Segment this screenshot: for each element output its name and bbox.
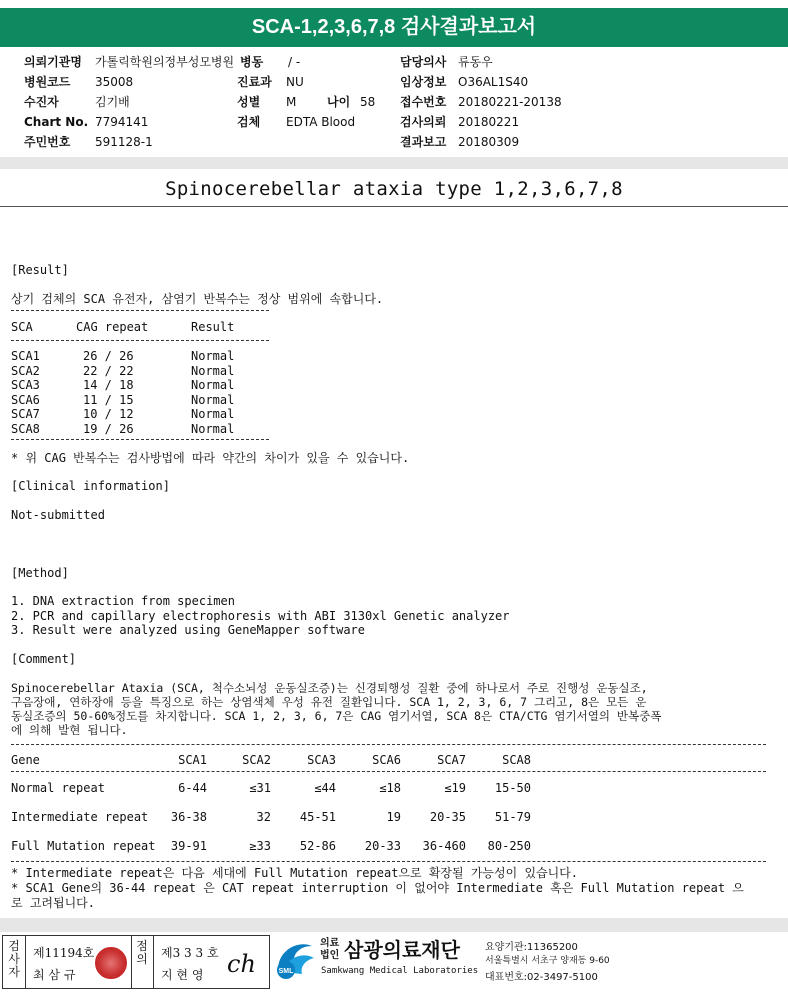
ward-label: 병동 (240, 55, 264, 69)
result-row-cag: 22 / 22 (83, 363, 134, 378)
specimen-label: 검체 (237, 115, 261, 129)
tester-name: 최 삼 규 (33, 968, 76, 982)
dept-value: NU (286, 75, 304, 89)
tester-cell-divider (3, 936, 132, 988)
gene-table-rule-mid (11, 771, 766, 772)
reg-no-label: 접수번호 (400, 95, 447, 109)
confirm-license-no: 제3 3 3 호 (161, 946, 219, 960)
signature-box (2, 935, 270, 989)
comment-heading: [Comment] (11, 652, 77, 666)
doctor-label: 담당의사 (400, 55, 447, 69)
id-no-value: 591128-1 (95, 135, 153, 149)
gene-table-cell: 39-91 (170, 839, 207, 853)
result-row-result: Normal (191, 392, 235, 407)
request-date-label: 검사의뢰 (400, 115, 447, 129)
gene-table-header-cell: SCA1 (178, 753, 207, 767)
report-title: SCA-1,2,3,6,7,8 검사결과보고서 (251, 16, 537, 38)
confirm-label: 점의 (136, 939, 148, 966)
result-row-sca: SCA6 (11, 392, 40, 407)
hospital-code-label: 병원코드 (24, 75, 71, 89)
result-row-result: Normal (191, 421, 235, 436)
result-row-result: Normal (191, 363, 235, 378)
header-divider (0, 44, 788, 47)
result-row-cag: 11 / 15 (83, 392, 134, 407)
doctor-value: 류동우 (458, 55, 493, 69)
chart-no-value: 7794141 (95, 115, 149, 129)
gene-table-cell: 45-51 (299, 810, 336, 824)
gene-table-cell: ≥33 (249, 839, 271, 853)
org-address: 서울특별시 서초구 양재동 9-60 (485, 956, 610, 966)
section-separator (0, 157, 788, 169)
gene-table-row-label: Intermediate repeat (11, 810, 149, 824)
tester-label: 검사자 (8, 939, 20, 979)
reg-no-value: 20180221-20138 (458, 95, 562, 109)
comment-note-1: * Intermediate repeat은 다음 세대에 Full Mutation repeat으로 확장될 가능성이 있습니다. (11, 866, 579, 880)
gene-table-header-cell: SCA8 (502, 753, 531, 767)
gene-table-header-cell: Gene (11, 753, 40, 767)
request-date-value: 20180221 (458, 115, 520, 129)
id-no-label: 주민번호 (24, 135, 71, 149)
result-row-cag: 10 / 12 (83, 407, 134, 421)
gene-table-cell: ≤18 (379, 781, 401, 795)
gene-table-row-label: Full Mutation repeat (11, 839, 156, 853)
method-heading: [Method] (11, 566, 69, 580)
org-english-name: Samkwang Medical Laboratories (321, 966, 479, 976)
comment-line-1: Spinocerebellar Ataxia (SCA, 척수소뇌성 운동실조증)는 신경퇴행성 질환 중에 하나로서 주로 진행성 운동실조, (11, 681, 648, 695)
patient-value: 김기배 (95, 95, 130, 109)
result-heading: [Result] (11, 263, 69, 277)
gene-table-cell: 36-38 (170, 810, 207, 824)
gene-table-cell: ≤19 (444, 781, 466, 795)
gene-table-cell: 36-460 (422, 839, 466, 853)
result-row-sca: SCA3 (11, 378, 40, 392)
sex-label: 성별 (237, 95, 261, 109)
age-value: 58 (360, 95, 376, 109)
hospital-label: 의뢰기관명 (24, 55, 82, 69)
specimen-value: EDTA Blood (286, 115, 356, 129)
result-row-sca: SCA7 (11, 407, 40, 421)
sex-value: M (286, 95, 297, 109)
gene-table-cell: 15-50 (494, 781, 531, 795)
gene-table-cell: 20-33 (364, 839, 401, 853)
result-col-cag: CAG repeat (76, 320, 149, 334)
gene-table-cell: 20-35 (429, 810, 466, 824)
result-row-result: Normal (191, 407, 235, 421)
patient-label: 수진자 (24, 95, 59, 109)
gene-table-row-label: Normal repeat (11, 781, 105, 795)
hospital-value: 가톨릭학원의정부성모병원 (95, 55, 235, 69)
confirm-name: 지 현 영 (161, 968, 204, 982)
org-type-1: 의료 (320, 938, 340, 949)
report-footer (0, 932, 788, 1000)
clinical-label: 임상정보 (400, 75, 447, 89)
gene-table-cell: 52-86 (299, 839, 336, 853)
org-phone: 대표번호:02-3497-5100 (485, 972, 598, 983)
comment-line-2: 구음장애, 연하장애 등을 특징으로 하는 상염색체 우성 유전 질환입니다. SCA 1, 2, 3, 6, 7 그리고, 8은 모든 운 (11, 695, 647, 709)
report-date-label: 결과보고 (400, 135, 447, 149)
result-row-cag: 26 / 26 (83, 349, 134, 363)
ward-value: / - (288, 55, 301, 69)
gene-table-rule-bottom (11, 861, 766, 862)
org-code: 요양기관:11365200 (485, 942, 578, 953)
gene-table-cell: 6-44 (178, 781, 207, 795)
result-col-sca: SCA (11, 320, 33, 334)
confirm-signature: ch (227, 950, 256, 978)
report-title-bar (0, 0, 788, 44)
method-item-1: 1. DNA extraction from specimen (11, 594, 235, 608)
result-row-result: Normal (191, 378, 235, 392)
result-row-sca: SCA1 (11, 349, 40, 363)
result-row-cag: 14 / 18 (83, 378, 134, 392)
org-type-2: 법인 (320, 950, 340, 961)
result-note: * 위 CAG 반복수는 검사방법에 따라 약간의 차이가 있을 수 있습니다. (11, 451, 410, 465)
chart-no-label: Chart No. (24, 115, 89, 129)
result-table-rule-top (11, 310, 269, 311)
gene-table-cell: 32 (256, 810, 271, 824)
result-row-sca: SCA2 (11, 363, 40, 378)
result-row-cag: 19 / 26 (83, 421, 134, 436)
report-date-value: 20180309 (458, 135, 520, 149)
method-item-3: 3. Result were analyzed using GeneMapper software (11, 623, 366, 637)
result-row-result: Normal (191, 349, 235, 363)
gene-table-cell: 19 (386, 810, 401, 824)
comment-note-2: * SCA1 Gene의 36-44 repeat 은 CAT repeat interruption 이 없어야 Intermediate 혹은 Full Mutation repeat 으 (11, 881, 744, 895)
gene-table-cell: ≤44 (314, 781, 336, 795)
gene-table-header-cell: SCA2 (242, 753, 271, 767)
gene-table-cell: 51-79 (494, 810, 531, 824)
samkwang-logo-icon (272, 936, 318, 982)
comment-line-3: 동실조증의 50-60%정도를 차지합니다. SCA 1, 2, 3, 6, 7은 CAG 염기서열, SCA 8은 CTA/CTG 염기서열의 반복중폭 (11, 709, 662, 723)
subtitle-divider (0, 206, 788, 207)
dept-label: 진료과 (237, 75, 272, 89)
comment-note-3: 로 고려됩니다. (11, 896, 96, 910)
gene-table-cell: ≤31 (249, 781, 271, 795)
patient-info-block (0, 52, 788, 152)
clinical-value: O36AL1S40 (458, 75, 529, 89)
gene-table-header-cell: SCA6 (372, 753, 401, 767)
result-row-sca: SCA8 (11, 421, 40, 436)
gene-table-rule-top (11, 744, 766, 745)
result-table-rule-mid (11, 340, 269, 341)
clinical-text: Not-submitted (11, 508, 105, 522)
org-name: 삼광의료재단 (344, 938, 460, 962)
result-col-result: Result (191, 320, 235, 334)
result-summary: 상기 검체의 SCA 유전자, 삼염기 반복수는 정상 범위에 속합니다. (11, 292, 384, 306)
footer-separator (0, 918, 788, 932)
logo-text: SML (278, 968, 294, 975)
comment-line-4: 에 의해 발현 됩니다. (11, 723, 128, 737)
hospital-code-value: 35008 (95, 75, 134, 89)
age-label: 나이 (327, 95, 351, 109)
result-table-rule-bottom (11, 439, 269, 440)
tester-license-no: 제11194호 (33, 946, 95, 960)
clinical-heading: [Clinical information] (11, 479, 170, 493)
method-item-2: 2. PCR and capillary electrophoresis with ABI 3130xl Genetic analyzer (11, 608, 510, 623)
test-subtitle: Spinocerebellar ataxia type 1,2,3,6,7,8 (165, 178, 623, 200)
gene-table-cell: 80-250 (487, 839, 531, 853)
gene-table-header-cell: SCA7 (437, 753, 466, 767)
gene-table-header-cell: SCA3 (307, 753, 336, 767)
